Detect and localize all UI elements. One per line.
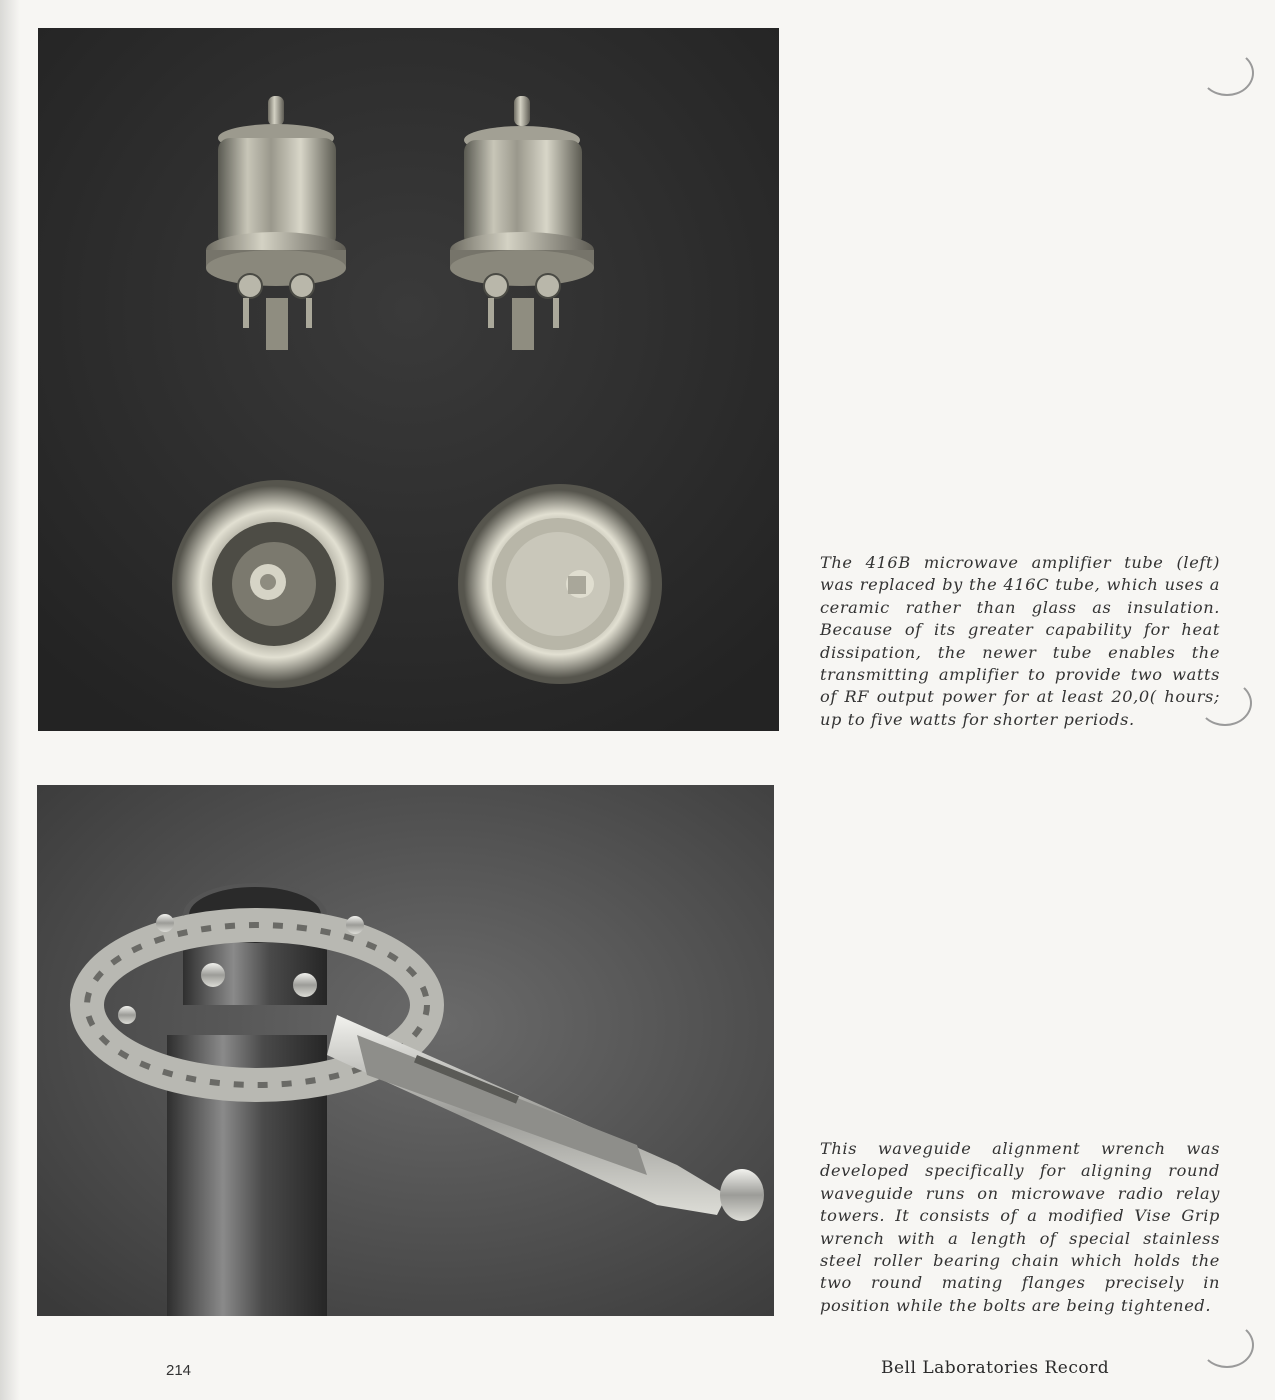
tube-416c-end xyxy=(458,484,662,684)
binder-hole-top xyxy=(1200,50,1254,96)
publication-title: Bell Laboratories Record xyxy=(881,1358,1110,1378)
page-edge-shadow xyxy=(0,0,20,1400)
tube-416b-end xyxy=(172,480,384,688)
binder-hole-bottom xyxy=(1200,1322,1254,1368)
page-number: 214 xyxy=(166,1362,192,1379)
wrench-photo xyxy=(37,785,774,1316)
wrench-caption: This waveguide alignment wrench was developed specifically for aligning round waveguide runs on microwave radio relay towers. It consists of a modified Vise Grip wrench with a length of special stainless steel roller bearing chain which holds the two round mating flanges precisely in position while the bolts are being tightened. xyxy=(820,1139,1220,1315)
tubes-caption: The 416B microwave amplifier tube (left) was replaced by the 416C tube, which uses a ceramic rather than glass as insulation. Because of its greater capability for heat dissipation, the newer tube enables the transmitting amplifier to provide two watts of RF output power for at least 20,0( hours; up to five watts for shorter periods. xyxy=(820,553,1220,729)
binder-hole-middle xyxy=(1198,680,1252,726)
tubes-photo xyxy=(38,28,779,731)
